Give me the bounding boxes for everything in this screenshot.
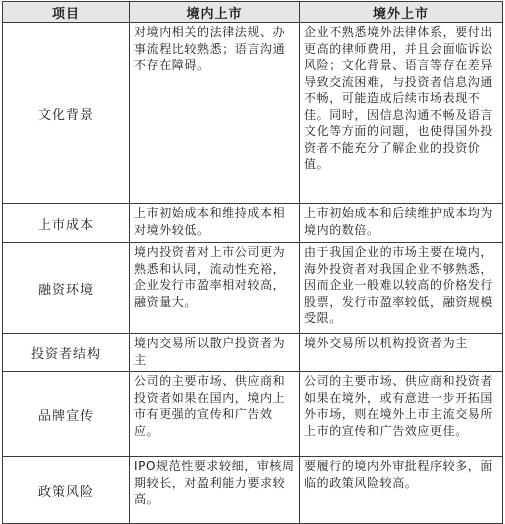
overseas-cell — [300, 372, 503, 457]
overseas-text: 要履行的境内外审批程序较多，面临的政策风险较高。 — [304, 459, 494, 490]
domestic-cell — [130, 23, 300, 204]
row-label: 融资环境 — [3, 243, 130, 334]
domestic-text: IPO规范性要求较细，审核周期较长，对盈利能力要求较高。 — [134, 459, 295, 506]
row-label: 文化背景 — [3, 23, 130, 204]
table-row — [3, 23, 503, 204]
domestic-text: 境内投资者对上市公司更为熟悉和认同，流动性充裕，企业发行市盈率相对较高，融资量大。 — [134, 245, 286, 309]
domestic-text: 境内交易所以散户投资者为主 — [134, 336, 286, 367]
table-row — [3, 204, 503, 243]
domestic-text: 公司的主要市场、供应商和投资者如果在国内，境内上市有更强的宣传和广告效应。 — [134, 374, 286, 438]
overseas-text: 上市初始成本和后续维护成本均为境内的数倍。 — [304, 206, 494, 237]
header-overseas: 境外上市 — [300, 2, 503, 23]
overseas-text: 由于我国企业的市场主要在境内，海外投资者对我国企业不够熟悉，因而企业一般难以较高的价格发行股票，发行市盈率较低，融资规模受限。 — [304, 245, 494, 325]
header-domestic: 境内上市 — [130, 2, 300, 23]
overseas-cell — [300, 243, 503, 334]
overseas-text: 企业不熟悉境外法律体系，要付出更高的律师费用，并且会面临诉讼风险；文化背景、语言等存在差异导致交流困难，与投资者信息沟通不畅，可能造成后续市场表现不佳。同时，因信息沟通不畅及语言文化等方面的问题，也使得国外投资者不能充分了解企业的投资价值。 — [304, 25, 494, 171]
row-label: 品牌宣传 — [3, 372, 130, 457]
overseas-cell — [300, 457, 503, 524]
comparison-table — [2, 1, 503, 524]
domestic-text: 对境内相关的法律法规、办事流程比较熟悉；语言沟通不存在障碍。 — [134, 25, 286, 72]
domestic-cell — [130, 372, 300, 457]
domestic-cell — [130, 204, 300, 243]
table-row — [3, 457, 503, 524]
row-label: 投资者结构 — [3, 334, 130, 372]
domestic-cell — [130, 457, 300, 524]
row-label: 上市成本 — [3, 204, 130, 243]
table-row — [3, 243, 503, 334]
domestic-cell — [130, 334, 300, 372]
overseas-cell — [300, 204, 503, 243]
overseas-text: 公司的主要市场、供应商和投资者如果在境外，或有意进一步开拓国外市场，则在境外上市主流交易所上市的宣传和广告效应更佳。 — [304, 374, 494, 438]
header-row — [3, 2, 503, 23]
header-item: 项目 — [3, 2, 130, 23]
domestic-text: 上市初始成本和维持成本相对境外较低。 — [134, 206, 286, 237]
table-row — [3, 334, 503, 372]
overseas-cell — [300, 23, 503, 204]
overseas-text: 境外交易所以机构投资者为主 — [304, 336, 468, 350]
overseas-cell — [300, 334, 503, 372]
table-row — [3, 372, 503, 457]
domestic-cell — [130, 243, 300, 334]
row-label: 政策风险 — [3, 457, 130, 524]
